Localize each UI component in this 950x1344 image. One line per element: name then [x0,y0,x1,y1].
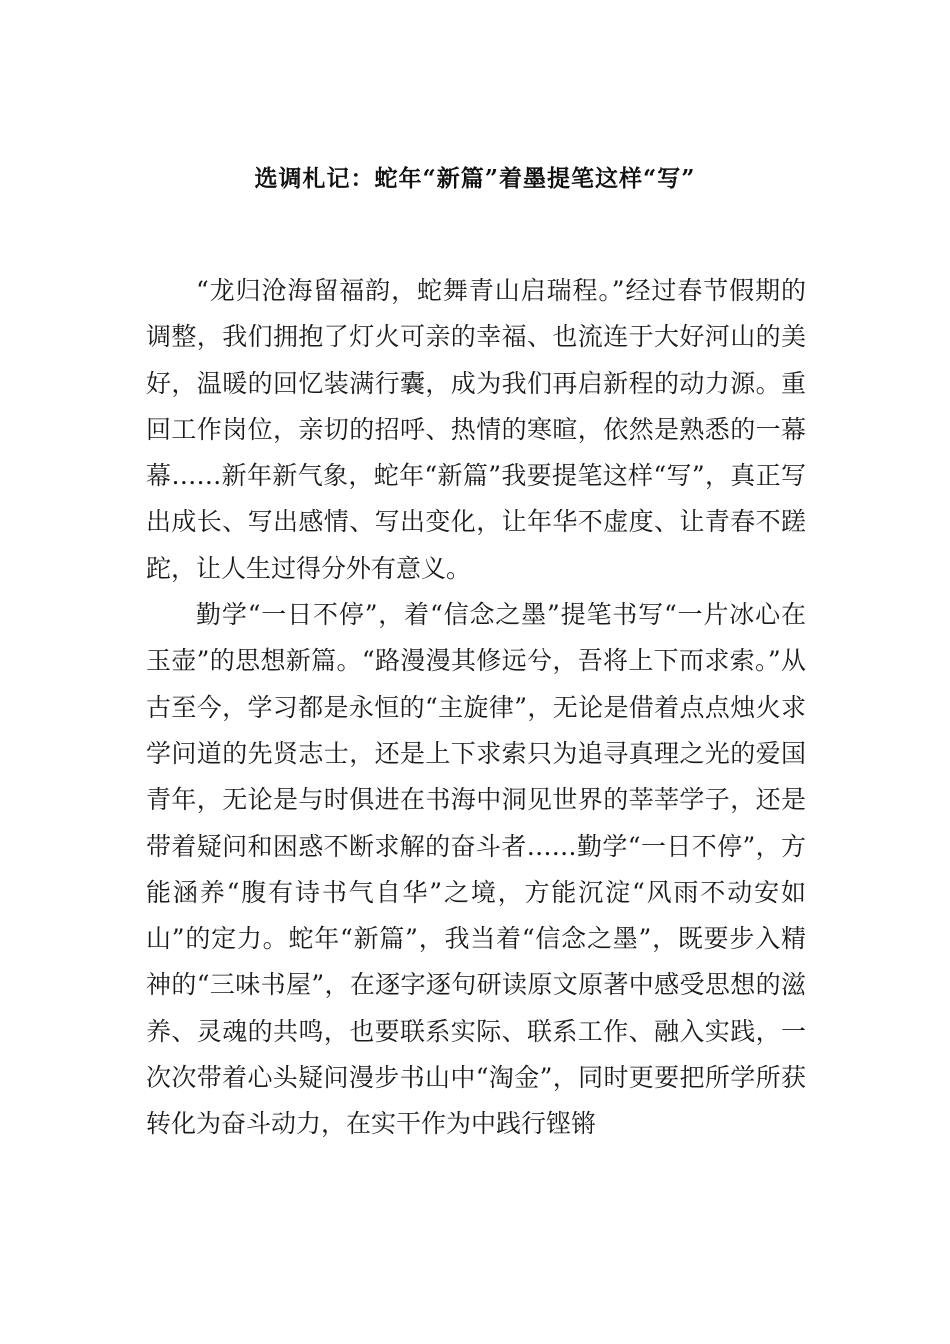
document-body [146,268,806,1148]
paragraph-2: 勤学“一日不停”，着“信念之墨”提笔书写“一片冰心在玉壶”的思想新篇。“路漫漫其修远兮，吾将上下而求索。”从古至今，学习都是永恒的“主旋律”，无论是借着点点烛火求学问道的先贤志士，还是上下求索只为追寻真理之光的爱国青年，无论是与时俱进在书海中洞见世界的莘莘学子，还是带着疑问和困惑不断求解的奋斗者……勤学“一日不停”，方能涵养“腹有诗书气自华”之境，方能沉淀“风雨不动安如山”的定力。蛇年“新篇”，我当着“信念之墨”，既要步入精神的“三味书屋”，在逐字逐句研读原文原著中感受思想的滋养、灵魂的共鸣，也要联系实际、联系工作、融入实践，一次次带着心头疑问漫步书山中“淘金”，同时更要把所学所获转化为奋斗动力，在实干作为中践行铿锵 [146,600,806,1139]
paragraph-1: “龙归沧海留福韵，蛇舞青山启瑞程。”经过春节假期的调整，我们拥抱了灯火可亲的幸福、也流连于大好河山的美好，温暖的回忆装满行囊，成为我们再启新程的动力源。重回工作岗位，亲切的招呼、热情的寒暄，依然是熟悉的一幕幕……新年新气象，蛇年“新篇”我要提笔这样“写”，真正写出成长、写出感情、写出变化，让年华不虚度、让青春不蹉跎，让人生过得分外有意义。 [146,276,806,583]
document-title: 选调札记：蛇年“新篇”着墨提笔这样“写” [254,165,696,192]
